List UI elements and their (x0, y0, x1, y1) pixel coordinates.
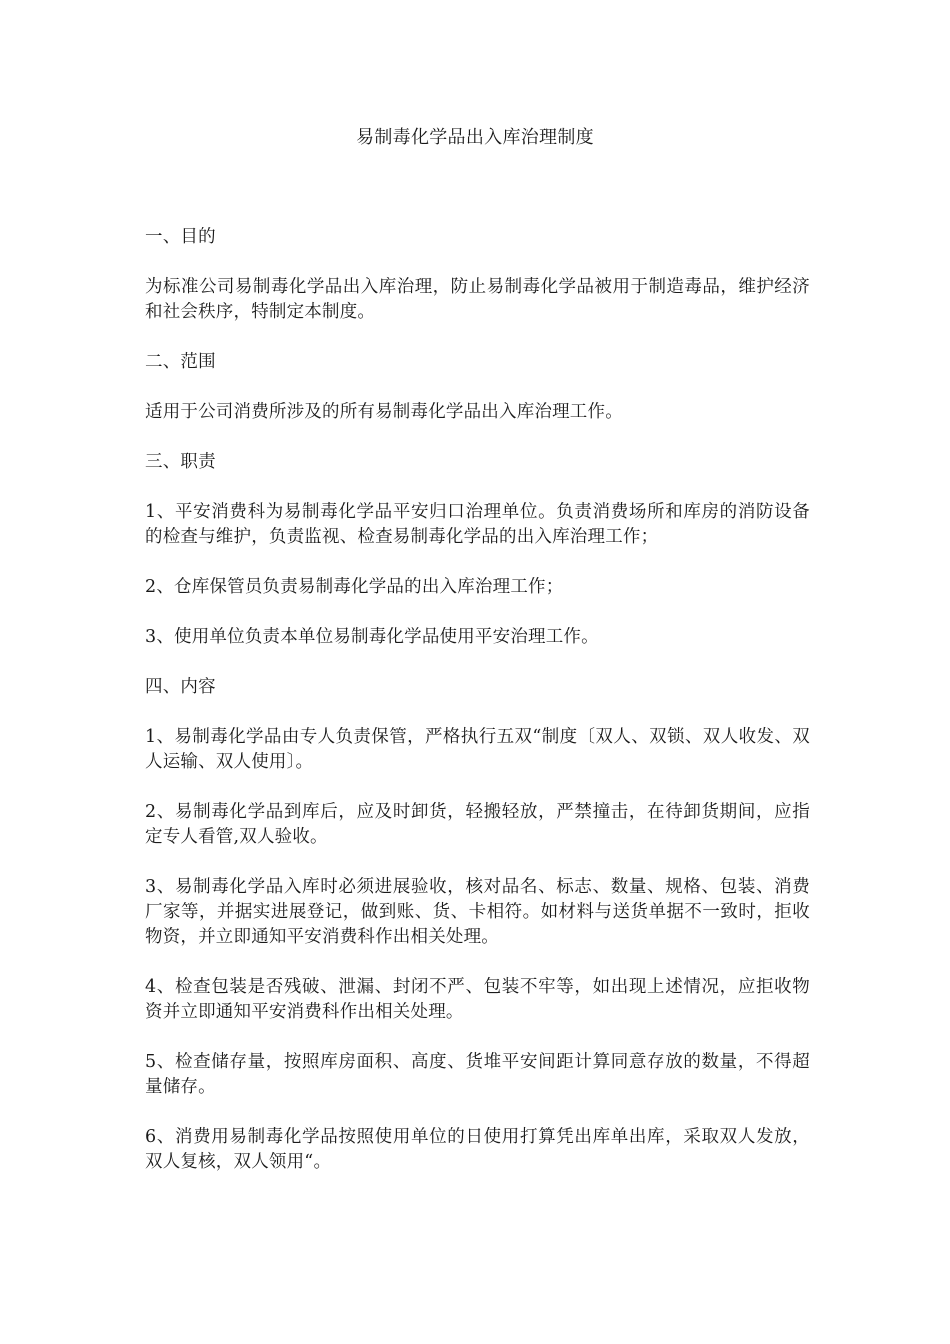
paragraph-scope: 适用于公司消费所涉及的所有易制毒化学品出入库治理工作。 (145, 402, 623, 422)
paragraph-content-1: 1、易制毒化学品由专人负责保管，严格执行五双“制度〔双人、双锁、双人收发、双人运输、双人使用〕。 (145, 727, 810, 772)
paragraph-content-6: 6、消费用易制毒化学品按照使用单位的日使用打算凭出库单出库，采取双人发放，双人复核，双人领用“。 (145, 1127, 810, 1172)
section-heading-scope: 二、范围 (145, 352, 216, 372)
section-heading-responsibilities: 三、职责 (145, 452, 216, 472)
paragraph-responsibility-3: 3、使用单位负责本单位易制毒化学品使用平安治理工作。 (145, 627, 599, 647)
document-title: 易制毒化学品出入库治理制度 (356, 127, 594, 148)
paragraph-responsibility-2: 2、仓库保管员负责易制毒化学品的出入库治理工作； (145, 577, 564, 597)
paragraph-responsibility-1: 1、平安消费科为易制毒化学品平安归口治理单位。负责消费场所和库房的消防设备的检查与维护，负责监视、检查易制毒化学品的出入库治理工作； (145, 502, 810, 547)
paragraph-content-5: 5、检查储存量，按照库房面积、高度、货堆平安间距计算同意存放的数量，不得超量储存。 (145, 1052, 810, 1097)
section-heading-purpose: 一、目的 (145, 227, 216, 247)
document-body (145, 225, 810, 1200)
paragraph-purpose: 为标准公司易制毒化学品出入库治理，防止易制毒化学品被用于制造毒品，维护经济和社会秩序，特制定本制度。 (145, 277, 810, 322)
paragraph-content-4: 4、检查包装是否残破、泄漏、封闭不严、包装不牢等，如出现上述情况，应拒收物资并立即通知平安消费科作出相关处理。 (145, 977, 810, 1022)
section-heading-content: 四、内容 (145, 677, 216, 697)
paragraph-content-3: 3、易制毒化学品入库时必须进展验收，核对品名、标志、数量、规格、包装、消费厂家等，并据实进展登记，做到账、货、卡相符。如材料与送货单据不一致时，拒收物资，并立即通知平安消费科作出相关处理。 (145, 877, 810, 947)
paragraph-content-2: 2、易制毒化学品到库后，应及时卸货，轻搬轻放，严禁撞击，在待卸货期间，应指定专人看管,双人验收。 (145, 802, 810, 847)
